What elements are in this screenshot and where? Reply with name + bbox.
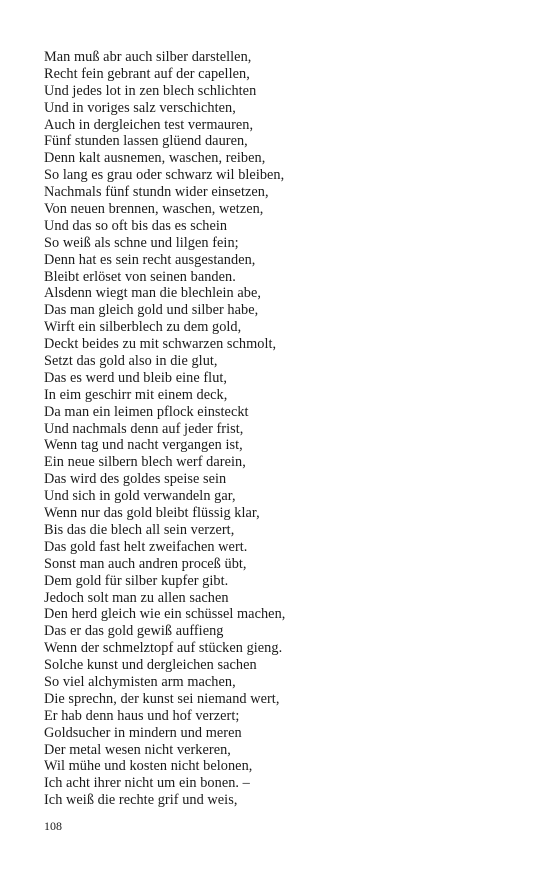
poem-line: Das es werd und bleib eine flut, — [44, 369, 228, 386]
poem-line: In eim geschirr mit einem deck, — [44, 386, 228, 403]
poem-line: Goldsucher in mindern und meren — [44, 724, 242, 741]
poem-line: Der metal wesen nicht verkeren, — [44, 741, 231, 758]
poem-line: Dem gold für silber kupfer gibt. — [44, 572, 229, 589]
poem-line: Setzt das gold also in die glut, — [44, 353, 218, 370]
poem-line: Wenn tag und nacht vergangen ist, — [44, 437, 243, 454]
poem-line: Bis das die blech all sein verzert, — [44, 521, 235, 538]
poem-line: Jedoch solt man zu allen sachen — [44, 589, 229, 606]
poem-line: So viel alchymisten arm machen, — [44, 673, 236, 690]
poem-line: Wirft ein silberblech zu dem gold, — [44, 319, 242, 336]
poem-line: Denn kalt ausnemen, waschen, reiben, — [44, 150, 266, 167]
poem-line: Auch in dergleichen test vermauren, — [44, 116, 254, 133]
poem-line: Das wird des goldes speise sein — [44, 471, 227, 488]
poem-line: Fünf stunden lassen glüend dauren, — [44, 133, 248, 150]
poem-line: Und nachmals denn auf jeder frist, — [44, 420, 244, 437]
poem-line: Ein neue silbern blech werf darein, — [44, 454, 246, 471]
poem-text — [44, 49, 285, 809]
poem-line: Recht fein gebrant auf der capellen, — [44, 65, 250, 82]
poem-line: Man muß abr auch silber darstellen, — [44, 49, 252, 65]
poem-line: Bleibt erlöset von seinen banden. — [44, 268, 236, 285]
poem-line: Denn hat es sein recht ausgestanden, — [44, 251, 256, 268]
poem-line: Und in voriges salz verschichten, — [44, 99, 236, 116]
poem-line: Und sich in gold verwandeln gar, — [44, 488, 236, 505]
poem-line: Das er das gold gewiß auffieng — [44, 623, 224, 640]
poem-line: Wenn nur das gold bleibt flüssig klar, — [44, 505, 260, 522]
poem-line: Ich acht ihrer nicht um ein bonen. – — [44, 775, 250, 792]
poem-line: Und jedes lot in zen blech schlichten — [44, 82, 257, 99]
poem-line: Wenn der schmelztopf auf stücken gieng. — [44, 640, 283, 657]
page-number: 108 — [44, 819, 62, 833]
poem-line: Die sprechn, der kunst sei niemand wert, — [44, 690, 280, 707]
poem-line: Solche kunst und dergleichen sachen — [44, 657, 257, 674]
poem-line: Das gold fast helt zweifachen wert. — [44, 538, 248, 555]
poem-line: Sonst man auch andren proceß übt, — [44, 555, 247, 572]
poem-line: Und das so oft bis das es schein — [44, 217, 228, 234]
poem-line: Er hab denn haus und hof verzert; — [44, 707, 240, 724]
poem-line: Da man ein leimen pflock einsteckt — [44, 403, 249, 420]
poem-line: Von neuen brennen, waschen, wetzen, — [44, 201, 264, 218]
poem-line: Ich weiß die rechte grif und weis, — [44, 792, 238, 809]
poem-line: Wil mühe und kosten nicht belonen, — [44, 758, 253, 775]
poem-line: Alsdenn wiegt man die blechlein abe, — [44, 285, 261, 302]
poem-line: Deckt beides zu mit schwarzen schmolt, — [44, 336, 277, 353]
poem-line: So lang es grau oder schwarz wil bleiben, — [44, 167, 285, 184]
poem-line: Den herd gleich wie ein schüssel machen, — [44, 606, 286, 623]
poem-line: So weiß als schne und lilgen fein; — [44, 234, 239, 251]
poem-line: Das man gleich gold und silber habe, — [44, 302, 259, 319]
poem-line: Nachmals fünf stundn wider einsetzen, — [44, 184, 269, 201]
